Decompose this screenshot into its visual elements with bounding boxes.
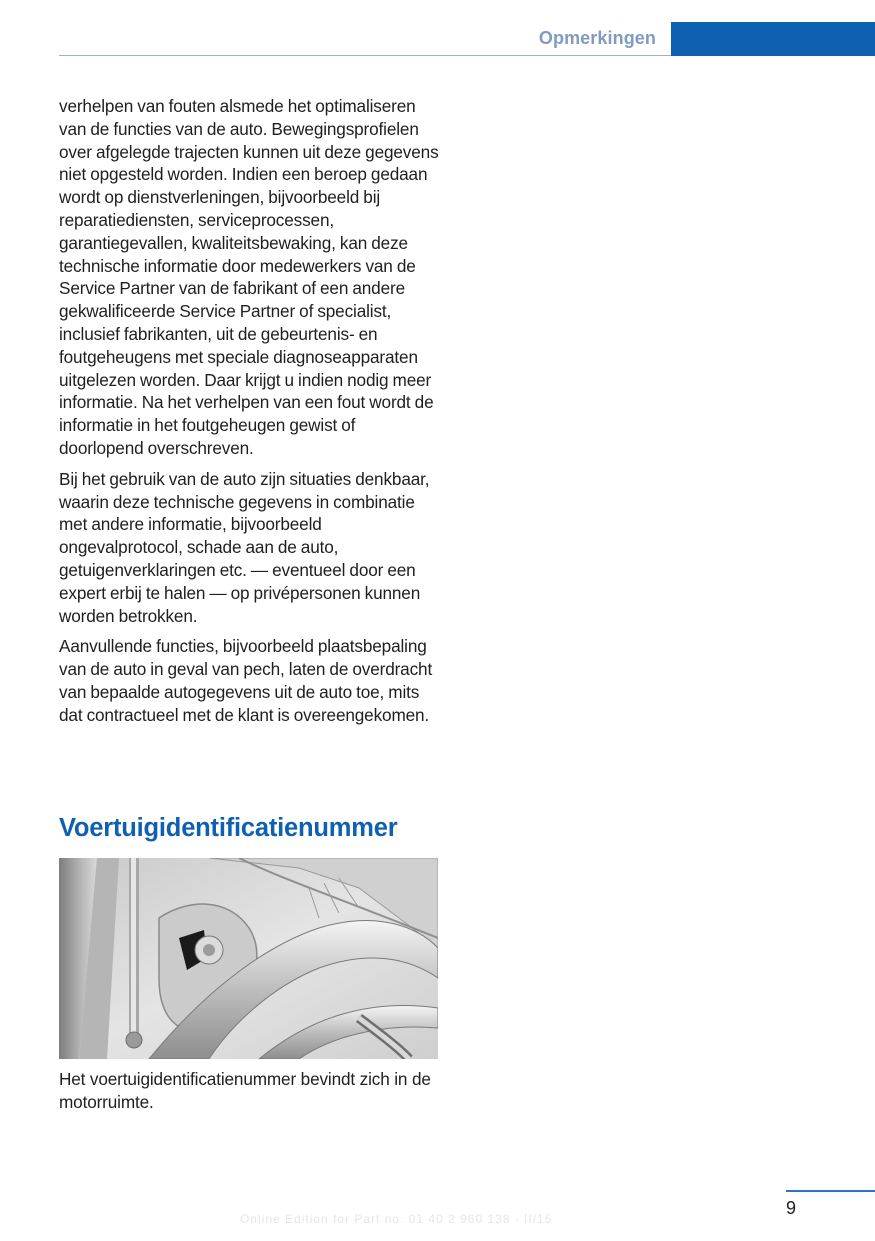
section-heading: Voertuigidentificatienummer	[59, 814, 398, 842]
body-paragraph-3: Aanvullende functies, bijvoorbeeld plaatsbepaling van de auto in geval van pech, laten de overdracht van bepaalde autogegevens uit de auto toe, mits dat contractueel met de klant is overeengekomen.	[59, 636, 433, 725]
figure-caption: Het voertuigidentificatienummer bevindt zich in de motorruimte.	[59, 1069, 431, 1112]
body-paragraph-1: verhelpen van fouten alsmede het optimaliseren van de functies van de auto. Bewegingsprofielen over afgelegde trajecten kunnen uit deze gegevens niet opgesteld worden. Indien een beroep gedaan wordt op dienstverleningen, bijvoorbeeld bij reparatiediensten, serviceprocessen, garantiegevallen, kwaliteitsbewaking, kan deze technische informatie door medewerkers van de Service Partner van de fabrikant of een andere gekwalificeerde Service Partner of specialist, inclusief fabrikanten, uit de gebeurtenis- en foutgeheugens met speciale diagnoseapparaten uitgelezen worden. Daar krijgt u indien nodig meer informatie. Na het verhelpen van een fout wordt de informatie in het foutgeheugen gewist of doorlopend overschreven.	[59, 96, 439, 458]
footer-rule	[786, 1190, 875, 1192]
header-section-title: Opmerkingen	[538, 28, 656, 48]
body-text-column	[59, 95, 439, 735]
engine-bay-illustration	[59, 858, 438, 1059]
footer-edition-text: Online Edition for Part no. 01 40 2 960 138 - II/15	[240, 1212, 553, 1226]
header-rule	[59, 55, 671, 56]
header-color-block	[671, 22, 875, 56]
body-paragraph-2: Bij het gebruik van de auto zijn situaties denkbaar, waarin deze technische gegevens in combinatie met andere informatie, bijvoorbeeld ongevalprotocol, schade aan de auto, getuigenverklaringen etc. — eventueel door een expert erbij te halen — op privépersonen kunnen worden betrokken.	[59, 468, 430, 626]
page-number: 9	[786, 1198, 797, 1218]
